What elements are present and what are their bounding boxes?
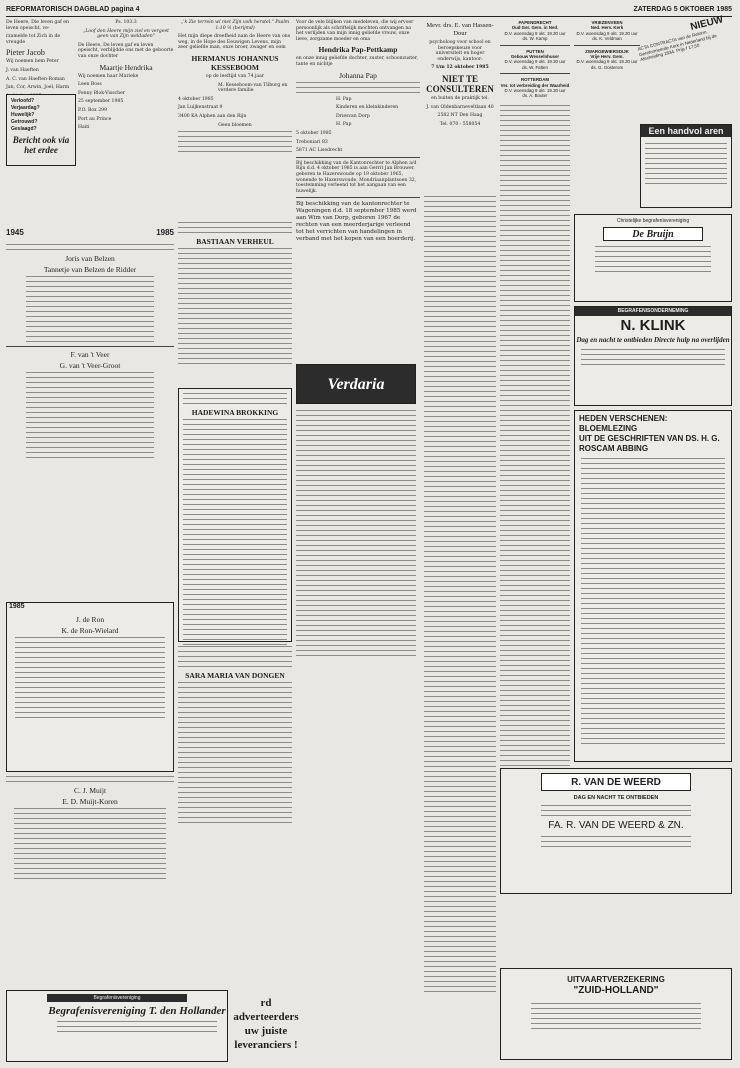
church-preacher: ds. W. Kamp <box>522 36 548 42</box>
church-service-time: D.V. woensdag 9 okt. 19.30 uur <box>504 59 566 65</box>
church-entry <box>500 49 570 71</box>
notice-text: Wij noemen haar Marieke <box>78 73 139 79</box>
family-line: H. Pap <box>336 122 352 128</box>
deceased-name: Hendrika Pap-Pettkamp <box>318 45 398 55</box>
family-line: A. C. van Haeften-Roman <box>6 76 65 82</box>
person-name: E. D. Muijt-Koren <box>62 797 118 806</box>
deceased-name: BASTIAAN VERHEUL <box>196 237 274 246</box>
cta-text: Bericht ook via het erdee <box>12 135 70 155</box>
person-name: K. de Ron-Wielard <box>61 626 119 635</box>
church-services-col4 <box>296 410 416 990</box>
klink-header: BEGRAFENISONDERNEMING <box>575 307 731 316</box>
header-rule <box>6 16 732 17</box>
psalm-quote: „Loof den Heere mijn ziel en vergeet geen van Zijn weldaden" <box>82 28 170 40</box>
text-lines <box>179 389 291 404</box>
weerd-tagline: DAG EN NACHT TE ONTBIEDEN <box>573 795 659 801</box>
church-place: PUTTEN <box>526 48 544 54</box>
weerd-firm: FA. R. VAN DE WEERD & ZN. <box>548 820 684 831</box>
divider <box>296 157 420 158</box>
church-services-col5 <box>424 196 496 996</box>
text-lines <box>6 372 174 458</box>
text-lines <box>296 82 420 93</box>
den-hollander-ad <box>6 990 228 1062</box>
newspaper-date: ZATERDAG 5 OKTOBER 1985 <box>633 6 732 13</box>
notice-text: De Heere, Die leven gaf en leven opeischt, ve- <box>6 20 69 31</box>
notice-address: Treboniari 83 <box>296 139 328 145</box>
text-lines <box>575 345 731 365</box>
notice-date: 4 oktober 1985 <box>178 96 214 102</box>
church-preacher: ds. W. Fatten <box>522 64 548 70</box>
not-available-headline: NIET TE CONSULTEREN <box>426 73 494 94</box>
church-services-col7 <box>574 20 640 128</box>
family-line: P.O. Box 299 <box>78 107 107 113</box>
zh-title-2: "ZUID-HOLLAND" <box>573 985 659 996</box>
text-lines <box>500 105 570 851</box>
family-line: J. van Haeften <box>6 67 39 73</box>
notice-text: psycholoog voor school en beroepskeuze voor universiteit en hoger onderwijs, kantoor: <box>429 40 491 62</box>
notice-address: Jan Luijkenstraat 9 <box>178 105 223 111</box>
notice-text: rzamelde tot Zich in de vreugde <box>6 34 61 45</box>
text-lines <box>641 137 731 184</box>
notice-address: J. van Oldenbarneveltlaan 40 <box>426 104 494 110</box>
church-place: ROTTERDAM <box>520 77 550 83</box>
notice-text: en onze innig geliefde dochter, zuster, schoonzuster, tante en nichtje <box>296 56 419 67</box>
bruijn-logo: De Bruijn <box>632 229 674 240</box>
divider <box>574 45 640 46</box>
family-line: Wij noemen hem Peter <box>6 59 59 65</box>
newspaper-page-label: REFORMATORISCH DAGBLAD pagina 4 <box>6 6 140 13</box>
family-line: 25 september 1985 <box>78 99 124 105</box>
weerd-logo: R. VAN DE WEERD <box>571 777 661 788</box>
family-line: H. Pap <box>336 96 352 102</box>
deceased-name: Johanna Pap <box>339 70 377 80</box>
notice-text: Geen bloemen <box>218 122 252 128</box>
year-1945: 1945 <box>6 228 24 237</box>
text-lines <box>6 776 174 782</box>
heden-headline: HEDEN VERSCHENEN: BLOEMLEZING <box>579 414 668 433</box>
child-name: Pieter Jacob <box>6 48 45 58</box>
church-preacher: ds. G. Oosterom <box>590 64 624 70</box>
bloemlezing-ad <box>574 410 732 762</box>
promo-menu-box <box>6 94 76 166</box>
year-1985: 1985 <box>9 603 25 610</box>
notice-address: 3400 KA Alphen aan den Rijn <box>178 113 247 119</box>
person-name: J. de Ron <box>75 615 105 624</box>
text-lines <box>296 410 416 656</box>
text-lines <box>7 637 173 718</box>
text-lines <box>178 131 292 152</box>
person-name: G. van 't Veer-Groot <box>59 361 121 370</box>
divider <box>500 73 570 74</box>
text-lines <box>501 801 731 816</box>
text-lines <box>575 454 731 744</box>
verdaria-ad <box>296 364 416 404</box>
notice-text: Het mijn diepe dreefheid nam de Heere van ons weg, in de Hope des Eeuwigen Levens, mijn zeer geliefde man, onze broer, zwager en oom <box>178 34 291 51</box>
text-lines <box>424 196 496 992</box>
church-place: ZWARGEWIERSDIJK <box>585 48 629 54</box>
deceased-name: SARA MARIA VAN DONGEN <box>185 671 285 680</box>
klink-sub: Dag en nacht te ontbieden Directe hulp na overlijden <box>576 336 730 344</box>
notice-text: De Heere, De leven gaf en leven opeischt, verblijdde ons met de geboorte van onze dochter <box>78 42 174 59</box>
deceased-name: HERMANUS JOHANNUS KESSEBOOM <box>191 53 279 72</box>
anniversary-van-belzen <box>6 228 174 598</box>
zh-title-1: UITVAARTVERZEKERING <box>567 975 665 984</box>
notice-text: op de leeftijd van 74 jaar <box>205 73 265 79</box>
church-service-time: D.V. woensdag 9 okt. 19.30 uur <box>576 59 638 65</box>
text-lines <box>6 276 174 342</box>
text-lines <box>179 419 291 645</box>
rd-adverteerders-ad <box>232 996 300 1060</box>
text-lines <box>575 244 731 272</box>
notice-date: 5 oktober 1985 <box>296 130 332 136</box>
nieuw-text: ACTA CONTRACTA van de Reform. Gereformeerde Kerk in Nederland bij de Afscheiding 1834. Prijs f 17,50 <box>637 29 718 63</box>
church-service-time: D.V. woensdag 9 okt. 19.30 uur <box>576 30 638 36</box>
notice-address: Tel. 070 - 558054 <box>439 121 481 127</box>
church-service-time: D.V. woensdag 9 okt. 19.30 uur <box>504 30 566 36</box>
de-bruijn-ad <box>574 214 732 302</box>
church-service-time: D.V. woensdag 9 okt. 19.30 uur <box>504 88 566 94</box>
text-lines <box>6 808 174 879</box>
nieuw-headline: NIEUW <box>689 14 725 33</box>
zuid-holland-ad <box>500 968 732 1060</box>
handvol-aren-ad <box>640 124 732 208</box>
church-entry <box>500 20 570 42</box>
family-line: Driesvan Dorp <box>336 113 370 119</box>
deceased-name: HADEWINA BROKKING <box>191 408 279 417</box>
family-line: Port au Prince <box>78 116 112 122</box>
divider <box>296 197 420 198</box>
church-congregation: Vrije Herv. Gem. <box>590 54 624 60</box>
verse: „'k Zie terrein wl met Zijn volk herstel." Psalm 1:10 ½ (berijmd) <box>180 20 290 31</box>
uitgaven-headline: UIT DE GESCHRIFTEN VAN DS. H. G. ROSCAM ABBING <box>579 434 720 453</box>
notice-text: en buiten de praktijk tel. <box>431 95 489 101</box>
text-lines <box>501 997 731 1029</box>
family-line: Fenny Blok-Visscher <box>78 90 126 96</box>
church-entry <box>574 49 640 71</box>
text-lines <box>178 682 292 823</box>
church-place: PAPENDRECHT <box>518 20 552 25</box>
court-notice: Bij beschikking van de Kantonrechter te Alphen a/d Rijn d.d. 4 oktober 1985 is aan Gerrit Jan Brouwer, geboren te Hazerswoude op 19 oktober 1965, wonende te Hazerswoude, Mondriaanplantsoen 32, toestemming verleend tot het aangaan van een huwelijk. <box>296 160 417 194</box>
text-lines <box>7 1017 227 1032</box>
birth-notice-pieter <box>6 20 76 91</box>
text-lines <box>6 244 174 250</box>
notice-hassen-dour <box>424 20 496 190</box>
person-name: F. van 't Veer <box>70 350 110 359</box>
text-lines <box>178 248 292 364</box>
anniversary-muijt <box>6 776 174 926</box>
klink-ad <box>574 306 732 406</box>
menu-item-huwelijk: Huwelijk? <box>11 112 35 118</box>
menu-item-getrouwd: Getrouwd? <box>11 119 38 125</box>
dh-name: Begrafenisvereniging T. den Hollander <box>48 1005 226 1017</box>
menu-item-verjaardag: Verjaardag? <box>11 105 40 111</box>
notice-address: 2582 NT Den Haag <box>437 113 483 119</box>
page-header <box>6 4 732 15</box>
bruijn-title: Christelijke begrafenisvereniging <box>616 218 690 224</box>
handvol-title: Een handvol aren <box>641 125 731 137</box>
rd-slogan: rd adverteerders uw juiste leveranciers ! <box>233 997 299 1051</box>
family-line: Haiti <box>78 125 90 131</box>
family-line: Kinderen en kleinkinderen <box>336 105 399 111</box>
family-line: Leen Boss <box>78 82 102 88</box>
text-lines <box>178 222 292 233</box>
notice-title: Mevr. drs. E. van Hassen-Dour <box>426 22 494 37</box>
church-entry <box>574 20 640 42</box>
psalm-ref: Ps. 103:3 <box>115 20 137 25</box>
notice-dates: 7 t/m 12 oktober 1985 <box>431 65 489 71</box>
church-congregation: Oud Ger. Gem. in Ned. <box>511 25 559 31</box>
church-entry <box>500 77 570 99</box>
family-line: Jan, Cor, Arwin, Joel, Harm <box>6 85 70 91</box>
nieuw-announcement <box>634 14 739 108</box>
text-lines <box>178 646 292 667</box>
child-name: Maartje Hendrika <box>99 62 153 72</box>
family-line: M. Kesseboom-van Tilburg en verdere familie <box>218 82 288 94</box>
text-lines <box>501 832 731 847</box>
birth-notice-maartje <box>78 20 174 190</box>
notice-address: 5871 AC Lisedrecht <box>296 148 343 154</box>
church-congregation: Ned. Herv. Kerk <box>590 25 624 31</box>
divider <box>6 346 174 347</box>
klink-name: N. KLINK <box>620 317 686 334</box>
church-congregation: Ver. tot verbreiding der Waarheid <box>500 82 570 88</box>
thanks-notice-pap <box>296 20 420 360</box>
person-name: Joris van Belzen <box>65 254 115 263</box>
year-1985: 1985 <box>156 228 174 237</box>
divider <box>500 45 570 46</box>
church-place: VRIEZENVEEN <box>591 20 623 25</box>
van-de-weerd-ad <box>500 768 732 894</box>
verdaria-title: Verdaria <box>327 376 385 393</box>
person-name: Tannetje van Belzen de Ridder <box>43 265 137 274</box>
person-name: C. J. Muijt <box>73 786 107 795</box>
anniversary-de-ron <box>6 602 174 772</box>
death-notice-verheul <box>178 222 292 384</box>
dh-banner: Begrafenisvereniging <box>47 994 187 1002</box>
menu-item-geslaagd: Geslaagd? <box>11 126 37 132</box>
court-notice: Bij beschikking van de kantonrechter te Wageningen d.d. 18 september 1985 werd aan Wim van Dorp, geboren 1967 de rechten van een meerderjarige verleend tot het verrichten van handelingen in verband met het kopen van een boerderij. <box>296 201 417 243</box>
menu-item-verloofd: Verloofd? <box>11 98 35 104</box>
death-notice-brokking <box>178 388 292 642</box>
notice-text: Voor de vele blijken van medeleven, die wij ervoer persoonlijk als schriftelijk mochten ontvangen na het verlijden van mijn innig geliefde vrouw, onze lieve, zorgzame moeder en oma <box>296 20 414 42</box>
church-preacher: ds. A. Bouter <box>522 93 548 99</box>
church-preacher: ds. K. Veldman <box>592 36 622 42</box>
death-notice-kesseboom <box>178 20 292 220</box>
church-congregation: Gebouw Wesselnhuser <box>510 54 560 60</box>
